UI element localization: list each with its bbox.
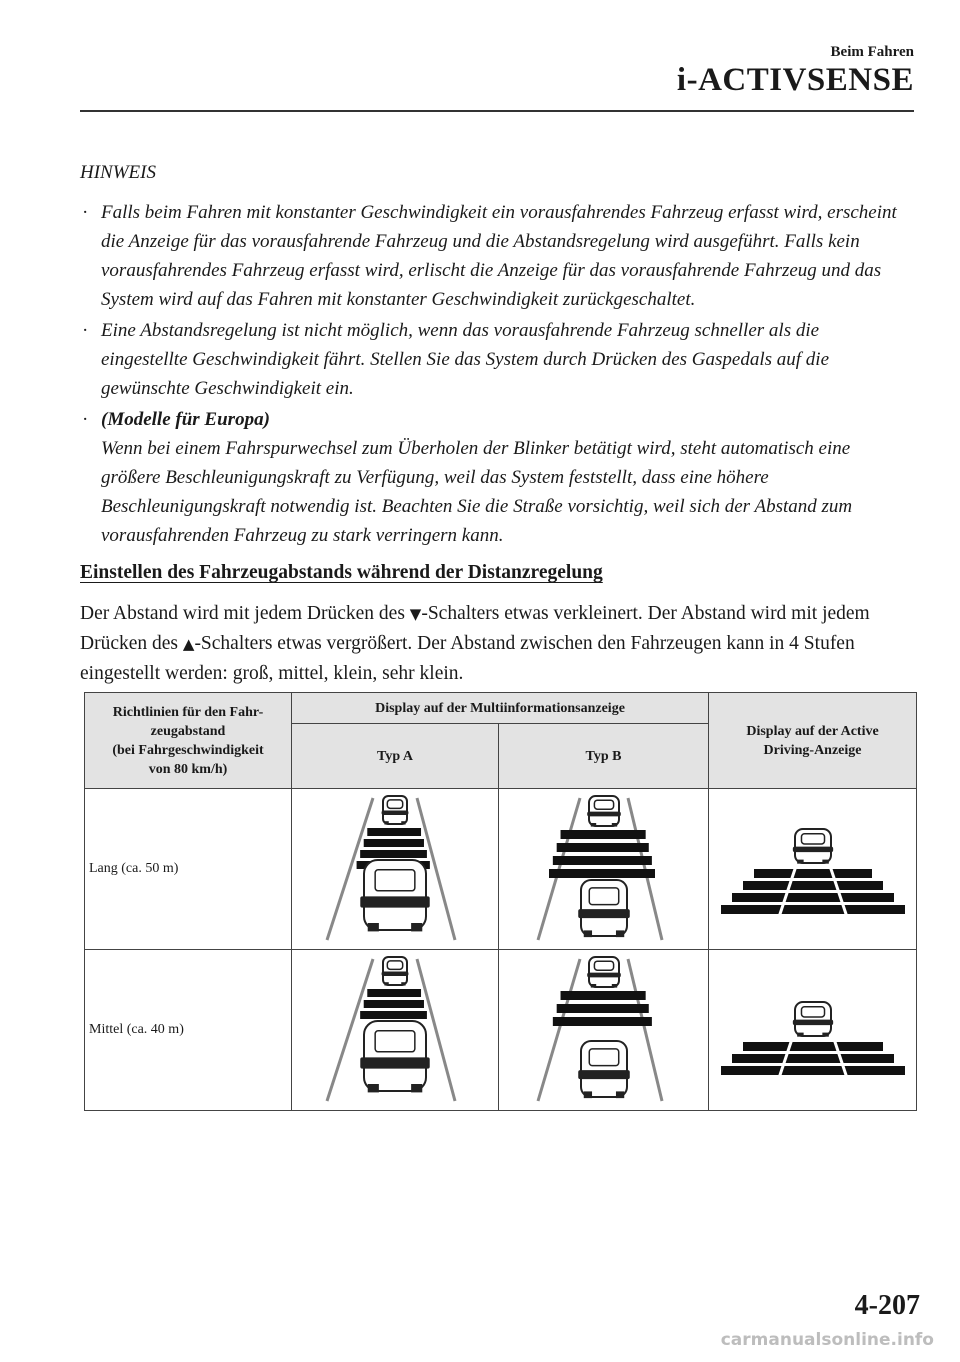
note-bullet-list [80,198,910,552]
distance-bar [754,869,872,878]
car-icon [382,796,409,825]
row-label: Mittel (ca. 40 m) [85,950,292,1111]
car-icon [587,796,621,827]
distance-bar [364,839,424,847]
header-type-b: Typ B [499,724,709,789]
car-icon [382,957,409,986]
active-driving-distance-icon [718,814,908,924]
table-row [85,789,917,950]
section-body [80,599,920,688]
header-active-driving-display: Display auf der Active Driving-Anzeige [709,693,917,789]
type-b-figure [499,950,709,1111]
active-driving-distance-icon [718,975,908,1085]
row-label: Lang (ca. 50 m) [85,789,292,950]
distance-bar [732,893,894,902]
section-heading: Einstellen des Fahrzeugabstands während der Distanzregelung [80,562,603,583]
distance-bar [556,843,648,852]
type-b-distance-icon [514,794,694,944]
distance-guide-table [84,692,917,1111]
watermark: carmanualsonline.info [720,1330,934,1350]
car-icon [587,957,621,988]
note-heading: HINWEIS [80,162,156,183]
header-type-a: Typ A [292,724,499,789]
note-bullet-text: Falls beim Fahren mit konstanter Geschwindigkeit ein vorausfahrendes Fahrzeug erfasst wird, erscheint die Anzeige für das vorausfahrende Fahrzeug und die Abstandsregelung wird ausgeführt. Falls kein vorausfahrendes Fahrzeug erfasst wird, erlischt die Anzeige für das vorausfahrende Fahrzeug und das System wird auf das Fahren mit konstanter Geschwindigkeit zurückgeschaltet. [101,202,897,310]
bullet-marker: · [82,202,89,223]
header-guideline: Richtlinien für den Fahr- zeugabstand (bei Fahrgeschwindigkeit von 80 km/h) [85,693,292,789]
lane-line [538,959,580,1101]
type-a-figure [292,789,499,950]
distance-bar [721,1066,905,1075]
header-section-label: Beim Fahren [830,44,914,60]
type-a-figure [292,950,499,1111]
distance-bar [364,1000,424,1008]
page-number: 4-207 [854,1290,920,1321]
distance-bar [552,856,651,865]
type-b-figure [499,789,709,950]
body-part: -Schalters etwas vergrößert. Der Abstand zwischen den Fahrzeugen kann in 4 Stufen eingestellt werden: groß, mittel, klein, sehr klein. [80,633,855,684]
type-b-distance-icon [514,955,694,1105]
distance-bar [552,1017,651,1026]
distance-bar [560,991,645,1000]
distance-bar [721,905,905,914]
car-icon [360,1021,429,1092]
body-part: -Schalters etwas verkleinert. Der Abstand wird mit jedem Drücken des [80,603,870,654]
header-multi-display: Display auf der Multiinformationsanzeige [292,693,709,724]
lane-line [628,959,662,1101]
triangle-down-icon: ▼ [409,605,422,623]
type-a-distance-icon [305,955,485,1105]
bullet-marker: · [82,409,89,430]
distance-bar [556,1004,648,1013]
type-a-distance-icon [305,794,485,944]
active-driving-figure [709,789,917,950]
distance-bar [367,989,421,997]
triangle-up-icon: ▲ [182,635,195,653]
car-icon [578,880,630,937]
distance-bar [560,830,645,839]
note-bullet-bold: (Modelle für Europa) [101,409,270,430]
note-bullet-text: Wenn bei einem Fahrspurwechsel zum Überholen der Blinker betätigt wird, steht automatisch eine größere Beschleunigungskraft zu Verfügung, weil das System feststellt, dass eine höhere Beschleunigungskraft notwendig ist. Beachten Sie die Straße vorsichtig, weil sich der Abstand zum vorausfahrenden Fahrzeug zu stark verringern kann. [101,438,853,546]
note-bullet [80,198,910,314]
car-icon [578,1041,630,1098]
header-title: i-ACTIVSENSE [676,62,914,98]
distance-bar [732,1054,894,1063]
distance-bar [743,881,883,890]
note-bullet-text: Eine Abstandsregelung ist nicht möglich, wenn das vorausfahrende Fahrzeug schneller als die eingestellte Geschwindigkeit fährt. Stellen Sie das System durch Drücken des Gaspedals auf die gewünschte Geschwindigkeit ein. [101,320,830,399]
car-icon [792,829,832,864]
note-bullet [80,316,910,403]
distance-bar [360,850,427,858]
table-row [85,950,917,1111]
active-driving-figure [709,950,917,1111]
distance-bar [549,869,655,878]
note-bullet [80,405,910,550]
bullet-marker: · [82,320,89,341]
car-icon [792,1002,832,1037]
header-rule [80,110,914,112]
distance-bar [743,1042,883,1051]
car-icon [360,860,429,931]
distance-bar [360,1011,427,1019]
distance-bar [367,828,421,836]
body-part: Der Abstand wird mit jedem Drücken des [80,603,410,624]
